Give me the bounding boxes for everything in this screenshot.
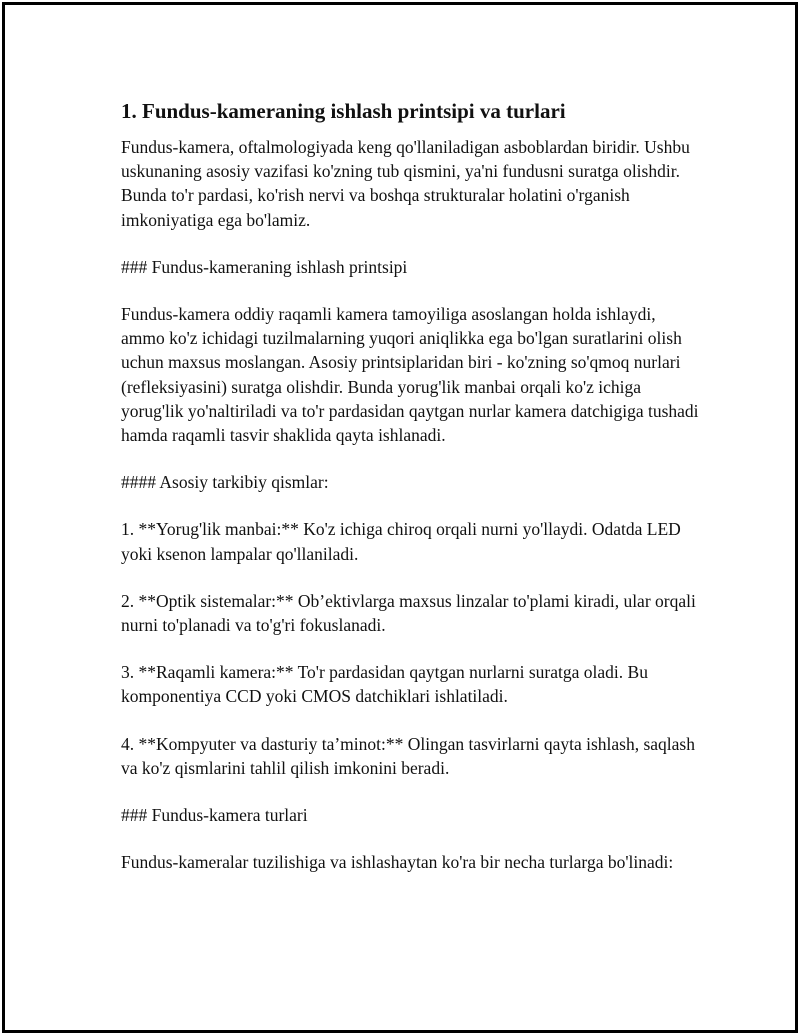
principle-paragraph: Fundus-kamera oddiy raqamli kamera tamoyiliga asoslangan holda ishlaydi, ammo ko'z ichidagi tuzilmalarning yuqori aniqlikka ega bo'lgan suratlarini olish uchun maxsus moslangan. Asosiy printsiplaridan biri - ko'zning so'qmoq nurlari (refleksiyasini) suratga olishdir. Bunda yorug'lik manbai orqali ko'z ichiga yorug'lik yo'naltiriladi va to'r pardasidan qaytgan nurlar kamera datchigiga tushadi hamda raqamli tasvir shaklida qayta ishlanadi. — [121, 304, 699, 446]
document-title: 1. Fundus-kameraning ishlash printsipi va turlari — [121, 99, 566, 123]
document-body — [121, 97, 701, 897]
intro-paragraph: Fundus-kamera, oftalmologiyada keng qo'llaniladigan asboblardan biridir. Ushbu uskunaning asosiy vazifasi ko'zning tub qismini, ya'ni fundusni suratga olishdir. Bunda to'r pardasi, ko'rish nervi va boshqa strukturalar holatini o'rganish imkoniyatiga ega bo'lamiz. — [121, 137, 690, 230]
section-heading-principle: ### Fundus-kameraning ishlash printsipi — [121, 256, 408, 277]
section-heading-types: ### Fundus-kamera turlari — [121, 805, 308, 826]
subsection-heading-components: #### Asosiy tarkibiy qismlar: — [121, 472, 329, 493]
types-paragraph: Fundus-kameralar tuzilishiga va ishlashaytan ko'ra bir necha turlarga bo'linadi: — [121, 852, 674, 873]
list-item-light-source: 1. **Yorug'lik manbai:** Ko'z ichiga chiroq orqali nurni yo'llaydi. Odatda LED yoki ksenon lampalar qo'llaniladi. — [121, 519, 681, 564]
page-frame — [2, 2, 798, 1033]
list-item-digital-camera: 3. **Raqamli kamera:** To'r pardasidan qaytgan nurlarni suratga oladi. Bu komponentiya CCD yoki CMOS datchiklari ishlatiladi. — [121, 662, 648, 707]
list-item-computer-software: 4. **Kompyuter va dasturiy ta’minot:** Olingan tasvirlarni qayta ishlash, saqlash va ko'z qismlarini tahlil qilish imkonini beradi. — [121, 733, 695, 778]
list-item-optical-systems: 2. **Optik sistemalar:** Ob’ektivlarga maxsus linzalar to'plami kiradi, ular orqali nurni to'planadi va to'g'ri fokuslanadi. — [121, 590, 696, 636]
